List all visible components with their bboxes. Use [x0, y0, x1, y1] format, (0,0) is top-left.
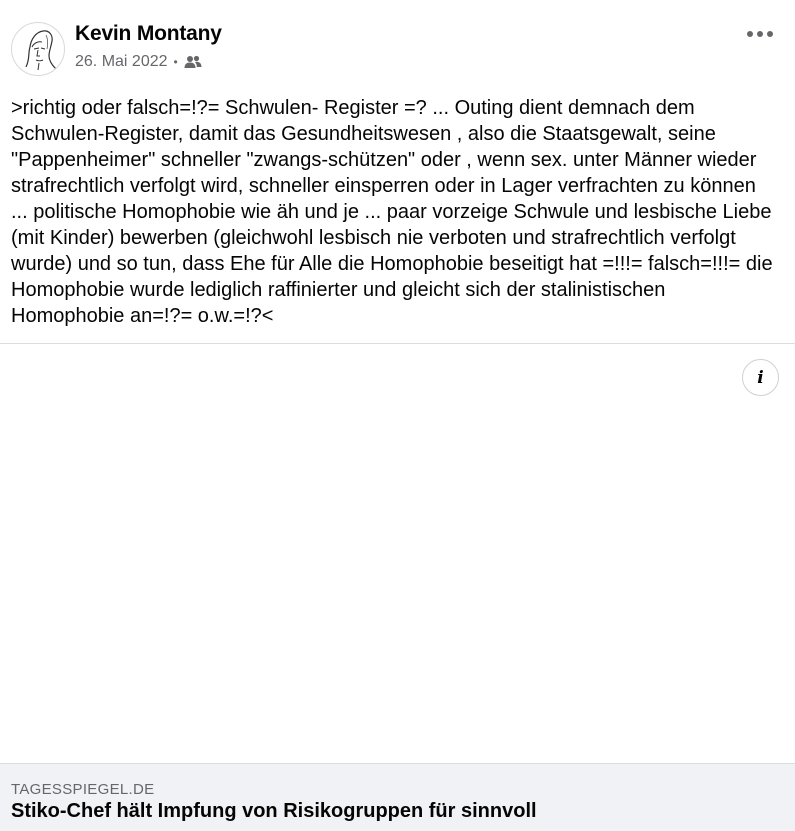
- more-options-icon[interactable]: [747, 28, 773, 40]
- post-meta: [75, 52, 202, 72]
- link-title[interactable]: Stiko-Chef hält Impfung von Risikogruppen für sinnvoll: [11, 800, 537, 822]
- avatar-sketch-icon: [12, 23, 64, 75]
- more-dot: [757, 31, 763, 37]
- link-preview[interactable]: [0, 763, 795, 831]
- author-name[interactable]: Kevin Montany: [75, 22, 222, 45]
- post-date[interactable]: 26. Mai 2022: [75, 53, 168, 70]
- link-media-area[interactable]: [0, 344, 795, 763]
- meta-separator: •: [173, 55, 178, 69]
- info-icon[interactable]: i: [742, 359, 779, 396]
- post-text: >richtig oder falsch=!?= Schwulen- Register =? ... Outing dient demnach dem Schwulen-Register, damit das Gesundheitswesen , also die Staatsgewalt, seine "Pappenheimer" schneller "zwangs-schützen" oder , wenn sex. unter Männer wieder strafrechtlich verfolgt wird, schneller einsperren oder in Lager verfrachten zu können ... politische Homophobie wie äh und je ... paar vorzeige Schwule und lesbische Liebe (mit Kinder) bewerben (gleichwohl lesbisch nie verboten und strafrechtlich verfolgt wurde) und so tun, dass Ehe für Alle die Homophobie beseitigt hat =!!!= falsch=!!!= die Homophobie wurde lediglich raffinierter und gleicht sich der stalinistischen Homophobie an=!?= o.w.=!?<: [11, 97, 779, 327]
- more-dot: [767, 31, 773, 37]
- post-header: [0, 0, 795, 90]
- link-domain: TAGESSPIEGEL.DE: [11, 781, 155, 798]
- more-dot: [747, 31, 753, 37]
- avatar[interactable]: [11, 22, 65, 76]
- friends-icon[interactable]: [184, 55, 202, 69]
